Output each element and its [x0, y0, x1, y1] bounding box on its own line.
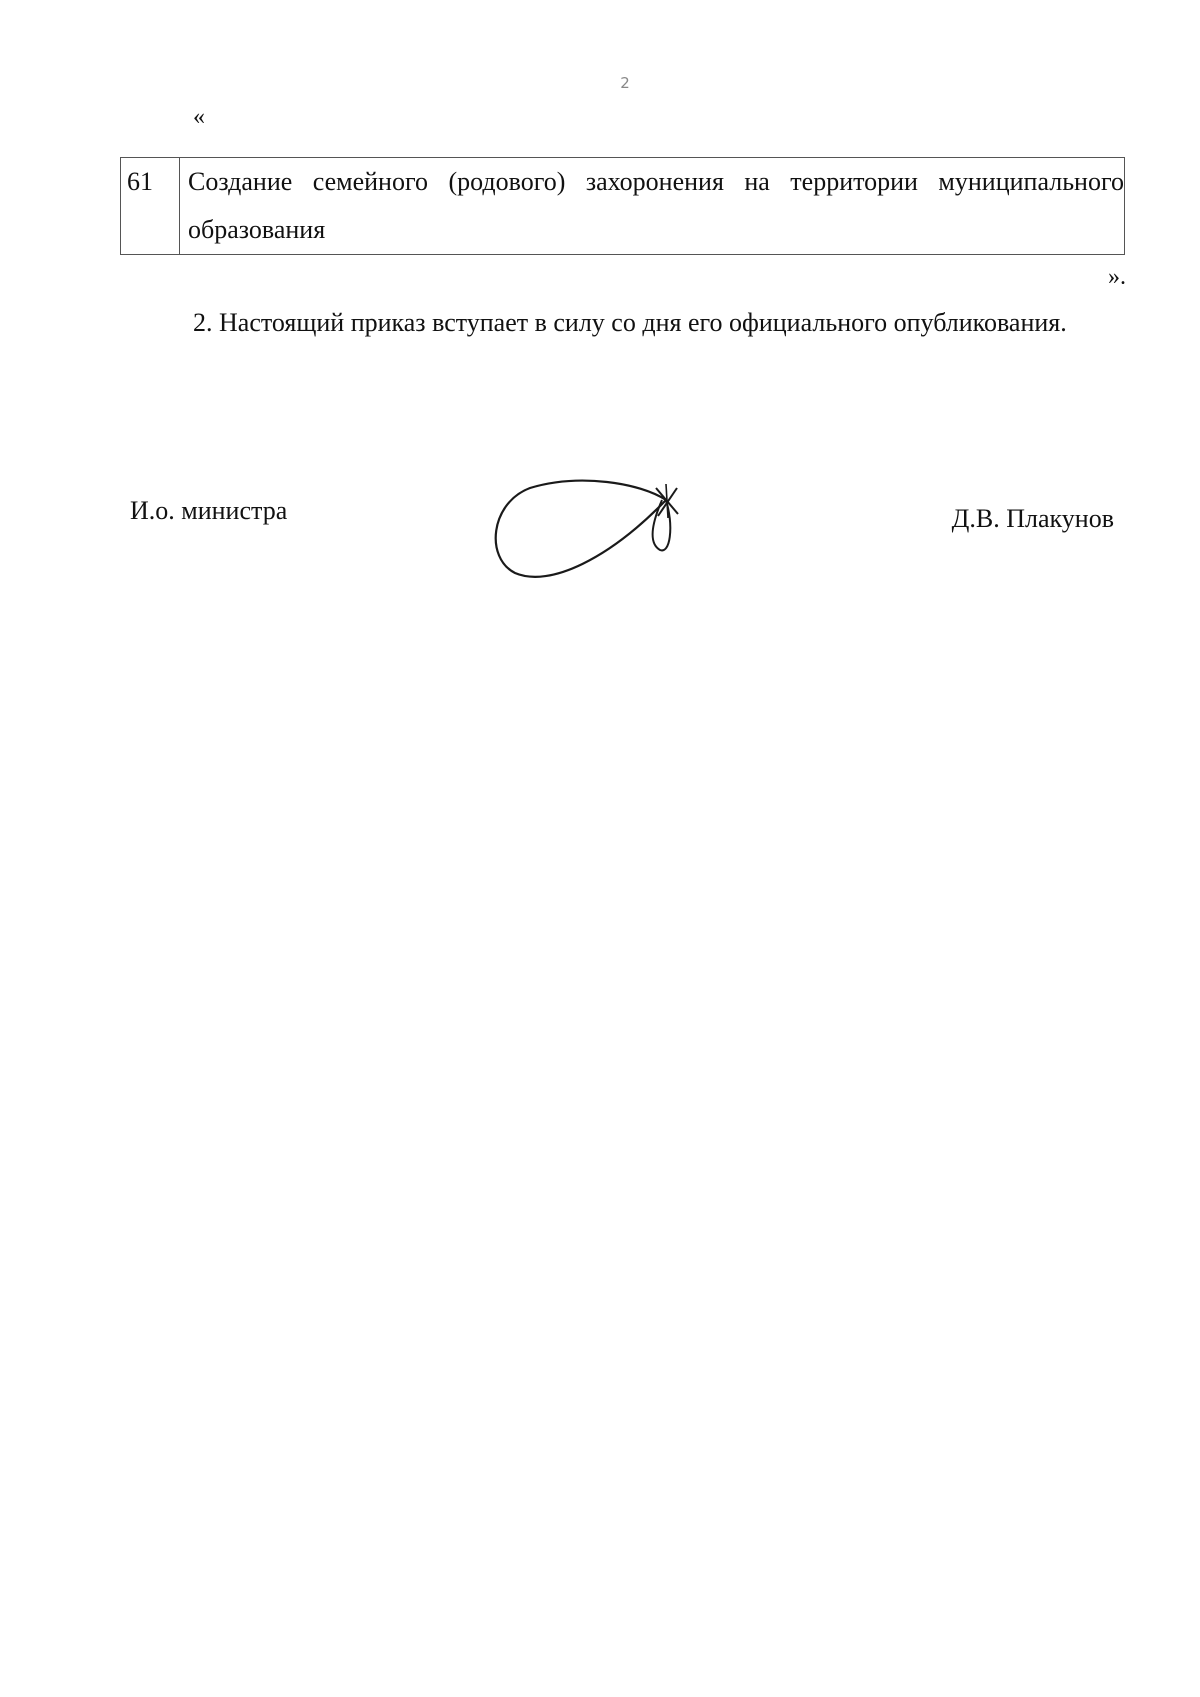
page-number: 2	[620, 74, 630, 92]
signature-loop	[496, 481, 666, 577]
table-row	[121, 158, 1125, 255]
signer-name: Д.В. Плакунов	[951, 504, 1114, 533]
closing-quote: ».	[1108, 264, 1126, 290]
handwritten-signature	[490, 478, 700, 588]
opening-quote: «	[193, 104, 205, 130]
row-number-cell: 61	[121, 158, 180, 255]
signature-cross-stroke-3	[666, 484, 668, 518]
signer-position: И.о. министра	[130, 496, 288, 525]
row-text-cell: Создание семейного (родового) захоронения на территории муниципального образования	[180, 158, 1125, 255]
order-paragraph-2: 2. Настоящий приказ вступает в силу со дня его официального опубликования.	[193, 308, 1067, 337]
amendment-table	[120, 157, 1125, 255]
